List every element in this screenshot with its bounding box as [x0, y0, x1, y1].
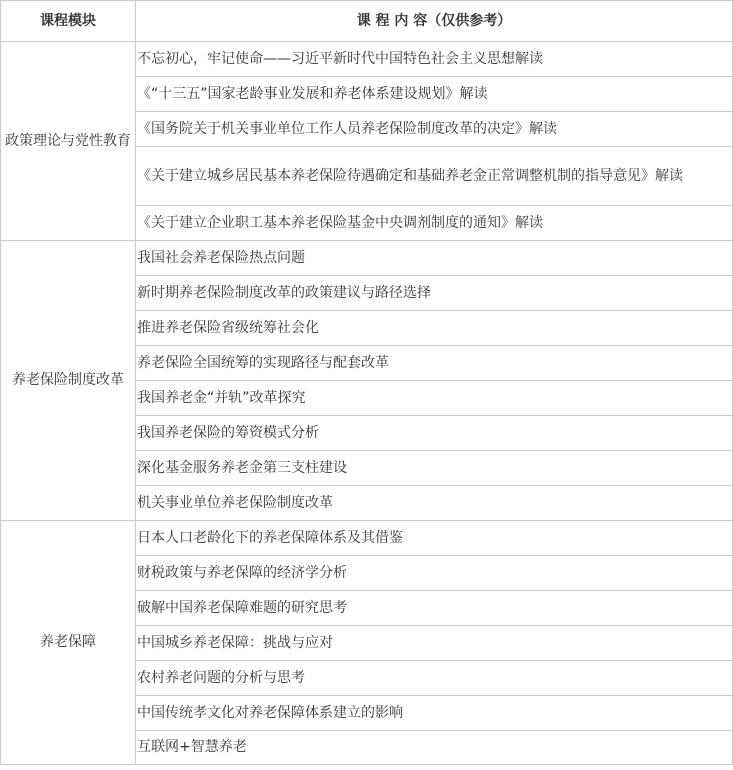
course-item: 我国养老保险的筹资模式分析	[136, 416, 733, 451]
module-cell: 政策理论与党性教育	[1, 42, 136, 241]
header-module: 课程模块	[1, 1, 136, 42]
course-item: 日本人口老龄化下的养老保障体系及其借鉴	[136, 521, 733, 556]
course-item: 《国务院关于机关事业单位工作人员养老保险制度改革的决定》解读	[136, 112, 733, 147]
course-item: 财税政策与养老保障的经济学分析	[136, 556, 733, 591]
course-item: 互联网+智慧养老	[136, 731, 733, 765]
course-item: 中国城乡养老保障：挑战与应对	[136, 626, 733, 661]
course-item: 《关于建立企业职工基本养老保险基金中央调剂制度的通知》解读	[136, 206, 733, 241]
course-item: 新时期养老保险制度改革的政策建议与路径选择	[136, 276, 733, 311]
course-item: 农村养老问题的分析与思考	[136, 661, 733, 696]
module-cell: 养老保障	[1, 521, 136, 765]
table-row	[1, 521, 733, 556]
course-item: 中国传统孝文化对养老保障体系建立的影响	[136, 696, 733, 731]
module-cell: 养老保险制度改革	[1, 241, 136, 521]
table-row	[1, 241, 733, 276]
course-item: 我国社会养老保险热点问题	[136, 241, 733, 276]
course-item: 深化基金服务养老金第三支柱建设	[136, 451, 733, 486]
course-item: 《“十三五”国家老龄事业发展和养老体系建设规划》解读	[136, 77, 733, 112]
course-item: 养老保险全国统筹的实现路径与配套改革	[136, 346, 733, 381]
header-row	[1, 1, 733, 42]
course-item: 《关于建立城乡居民基本养老保险待遇确定和基础养老金正常调整机制的指导意见》解读	[136, 147, 733, 206]
course-item: 我国养老金“并轨”改革探究	[136, 381, 733, 416]
course-item: 不忘初心，牢记使命——习近平新时代中国特色社会主义思想解读	[136, 42, 733, 77]
course-item: 破解中国养老保障难题的研究思考	[136, 591, 733, 626]
course-item: 机关事业单位养老保险制度改革	[136, 486, 733, 521]
course-item: 推进养老保险省级统筹社会化	[136, 311, 733, 346]
header-content: 课 程 内 容（仅供参考）	[136, 1, 733, 42]
table-row	[1, 42, 733, 77]
